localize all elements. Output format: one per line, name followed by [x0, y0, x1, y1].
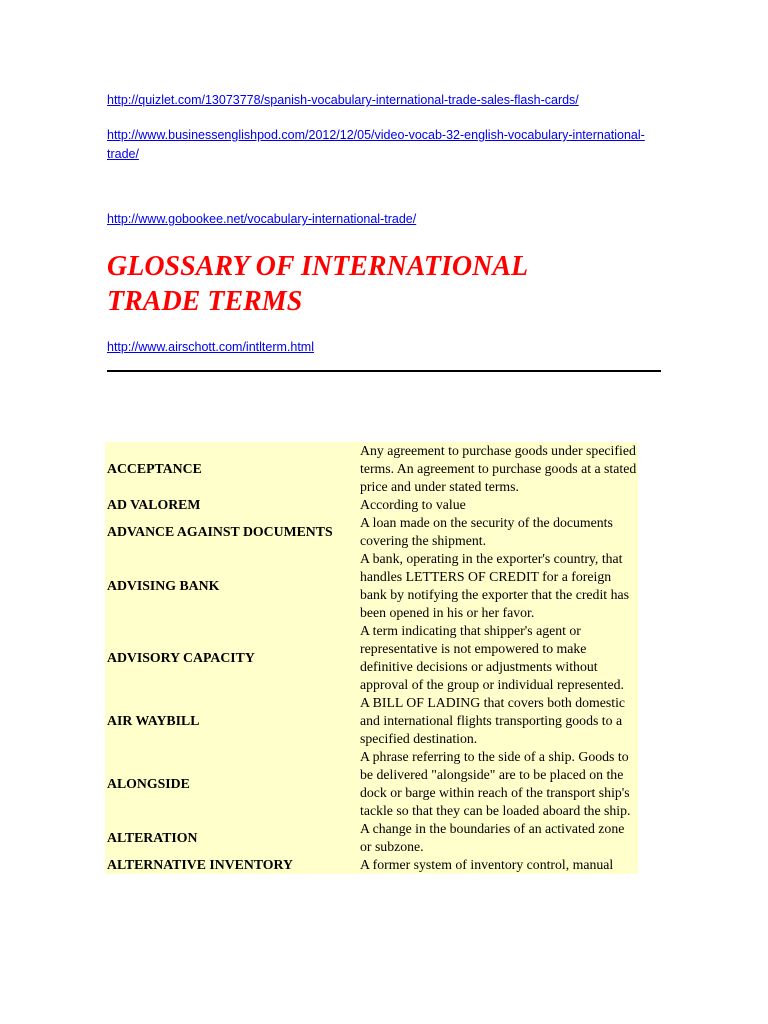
glossary-definition: A bank, operating in the exporter's country, that handles LETTERS OF CREDIT for a foreign bank by notifying the exporter that the credit has been opened in his or her favor.	[360, 551, 629, 620]
title-line-2: TRADE TERMS	[107, 286, 303, 317]
table-row	[105, 496, 638, 514]
glossary-term: ADVANCE AGAINST DOCUMENTS	[107, 524, 333, 539]
glossary-term: ADVISING BANK	[107, 578, 220, 593]
table-row	[105, 820, 638, 856]
table-row	[105, 694, 638, 748]
horizontal-divider	[107, 370, 661, 372]
glossary-term: ACCEPTANCE	[107, 461, 202, 476]
glossary-term: AIR WAYBILL	[107, 713, 200, 728]
source-link-airschott[interactable]: http://www.airschott.com/intlterm.html	[107, 340, 315, 354]
page-title	[107, 249, 667, 319]
reference-link-gobookee[interactable]: http://www.gobookee.net/vocabulary-international-trade/	[107, 212, 417, 226]
glossary-table	[105, 442, 638, 874]
table-row	[105, 514, 638, 550]
glossary-definition: Any agreement to purchase goods under specified terms. An agreement to purchase goods at a stated price and under stated terms.	[360, 443, 637, 494]
glossary-definition: A phrase referring to the side of a ship. Goods to be delivered "alongside" are to be placed on the dock or barge within reach of the transport ship's tackle so that they can be loaded aboard the ship.	[360, 749, 631, 818]
title-line-1: GLOSSARY OF INTERNATIONAL	[107, 251, 529, 282]
glossary-definition: According to value	[360, 497, 466, 512]
table-row	[105, 622, 638, 694]
glossary-definition: A BILL OF LADING that covers both domestic and international flights transporting goods to a specified destination.	[360, 695, 626, 746]
glossary-term: ALONGSIDE	[107, 776, 190, 791]
table-row	[105, 748, 638, 820]
glossary-term: AD VALOREM	[107, 497, 201, 512]
glossary-definition: A term indicating that shipper's agent or representative is not empowered to make definitive decisions or adjustments without approval of the group or individual represented.	[360, 623, 624, 692]
reference-link-businessenglishpod[interactable]: http://www.businessenglishpod.com/2012/12/05/video-vocab-32-english-vocabulary-international-trade/	[107, 128, 645, 161]
glossary-definition: A loan made on the security of the documents covering the shipment.	[360, 515, 613, 548]
glossary-term: ALTERATION	[107, 830, 198, 845]
table-row	[105, 856, 638, 874]
glossary-term: ADVISORY CAPACITY	[107, 650, 255, 665]
glossary-term: ALTERNATIVE INVENTORY	[107, 857, 293, 872]
glossary-definition: A former system of inventory control, manual	[360, 857, 614, 872]
glossary-body	[105, 442, 638, 874]
reference-link-quizlet[interactable]: http://quizlet.com/13073778/spanish-vocabulary-international-trade-sales-flash-cards/	[107, 93, 579, 107]
glossary-definition: A change in the boundaries of an activated zone or subzone.	[360, 821, 625, 854]
table-row	[105, 442, 638, 496]
table-row	[105, 550, 638, 622]
